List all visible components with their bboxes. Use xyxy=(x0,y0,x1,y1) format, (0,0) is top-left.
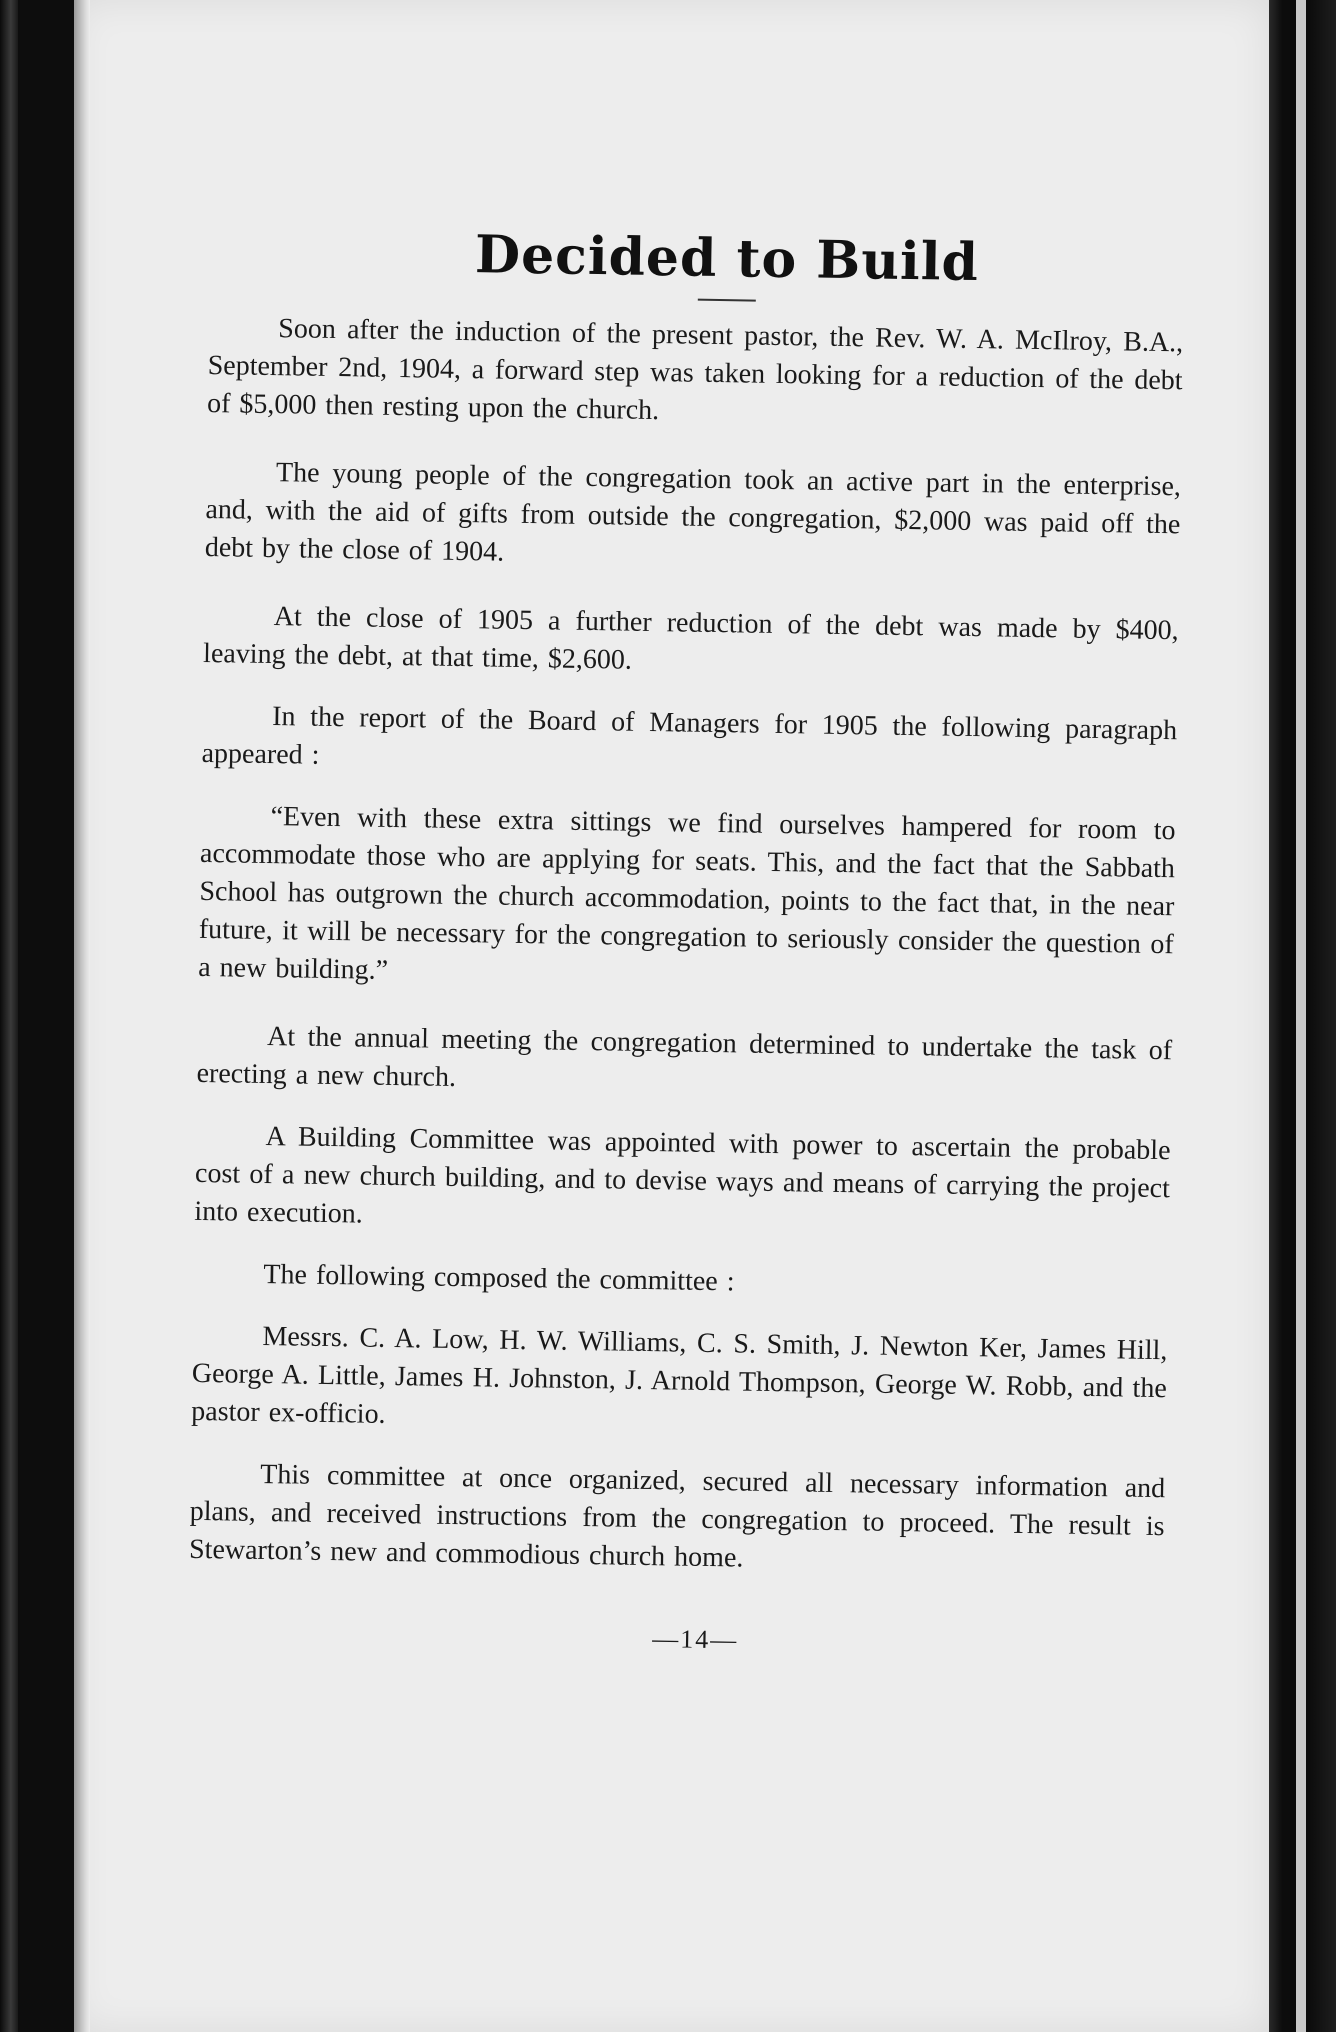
paragraph-young-people: The young people of the congregation took an active part in the enterprise, and, with the aid of gifts from outside the congregation, $2,000 was paid off the debt by the close of 1904. xyxy=(204,457,1182,568)
paragraph-quotation: “Even with these extra sittings we find ourselves hampered for room to accommodate those who are applying for seats. This, and the fact that the Sabbath School has outgrown the church accommodation, points to the fact that, in the near future, it will be necessary for the congregation to seriously consider the question of a new building.” xyxy=(198,801,1176,986)
next-page-edge xyxy=(1296,0,1306,2032)
paragraph-board-report: In the report of the Board of Managers for 1905 the following paragraph appeared : xyxy=(201,701,1178,771)
page-content xyxy=(188,220,1185,1662)
page-number: —14— xyxy=(652,1624,739,1655)
paragraph-induction: Soon after the induction of the present pastor, the Rev. W. A. McIlroy, B.A., September 2nd, 1904, a forward step was taken looking for a reduction of the debt of $5,000 then resting upon the church. xyxy=(206,313,1184,427)
book-spine xyxy=(0,0,18,2032)
page-title: Decided to Build xyxy=(474,224,980,294)
paragraph-committee-members: Messrs. C. A. Low, H. W. Williams, C. S. Smith, J. Newton Ker, James Hill, George A. Little, James H. Johnston, J. Arnold Thompson, George W. Robb, and the pastor ex-officio. xyxy=(191,1320,1168,1430)
paragraph-1905-reduction: At the close of 1905 a further reduction of the debt was made by $400, leaving the debt, at that time, $2,600. xyxy=(202,601,1179,676)
paragraph-committee-intro: The following composed the committee : xyxy=(263,1258,735,1298)
paragraph-result: This committee at once organized, secured all necessary information and plans, and received instructions from the congregation to proceed. The result is Stewarton’s new and commodious church home. xyxy=(188,1458,1166,1574)
page-gutter-shadow xyxy=(74,0,90,2032)
paragraph-building-committee: A Building Committee was appointed with power to ascertain the probable cost of a new church building, and to devise ways and means of carrying the project into execution. xyxy=(194,1120,1171,1230)
paragraph-annual-meeting: At the annual meeting the congregation determined to undertake the task of erecting a new church. xyxy=(196,1021,1173,1093)
title-rule xyxy=(697,299,755,302)
